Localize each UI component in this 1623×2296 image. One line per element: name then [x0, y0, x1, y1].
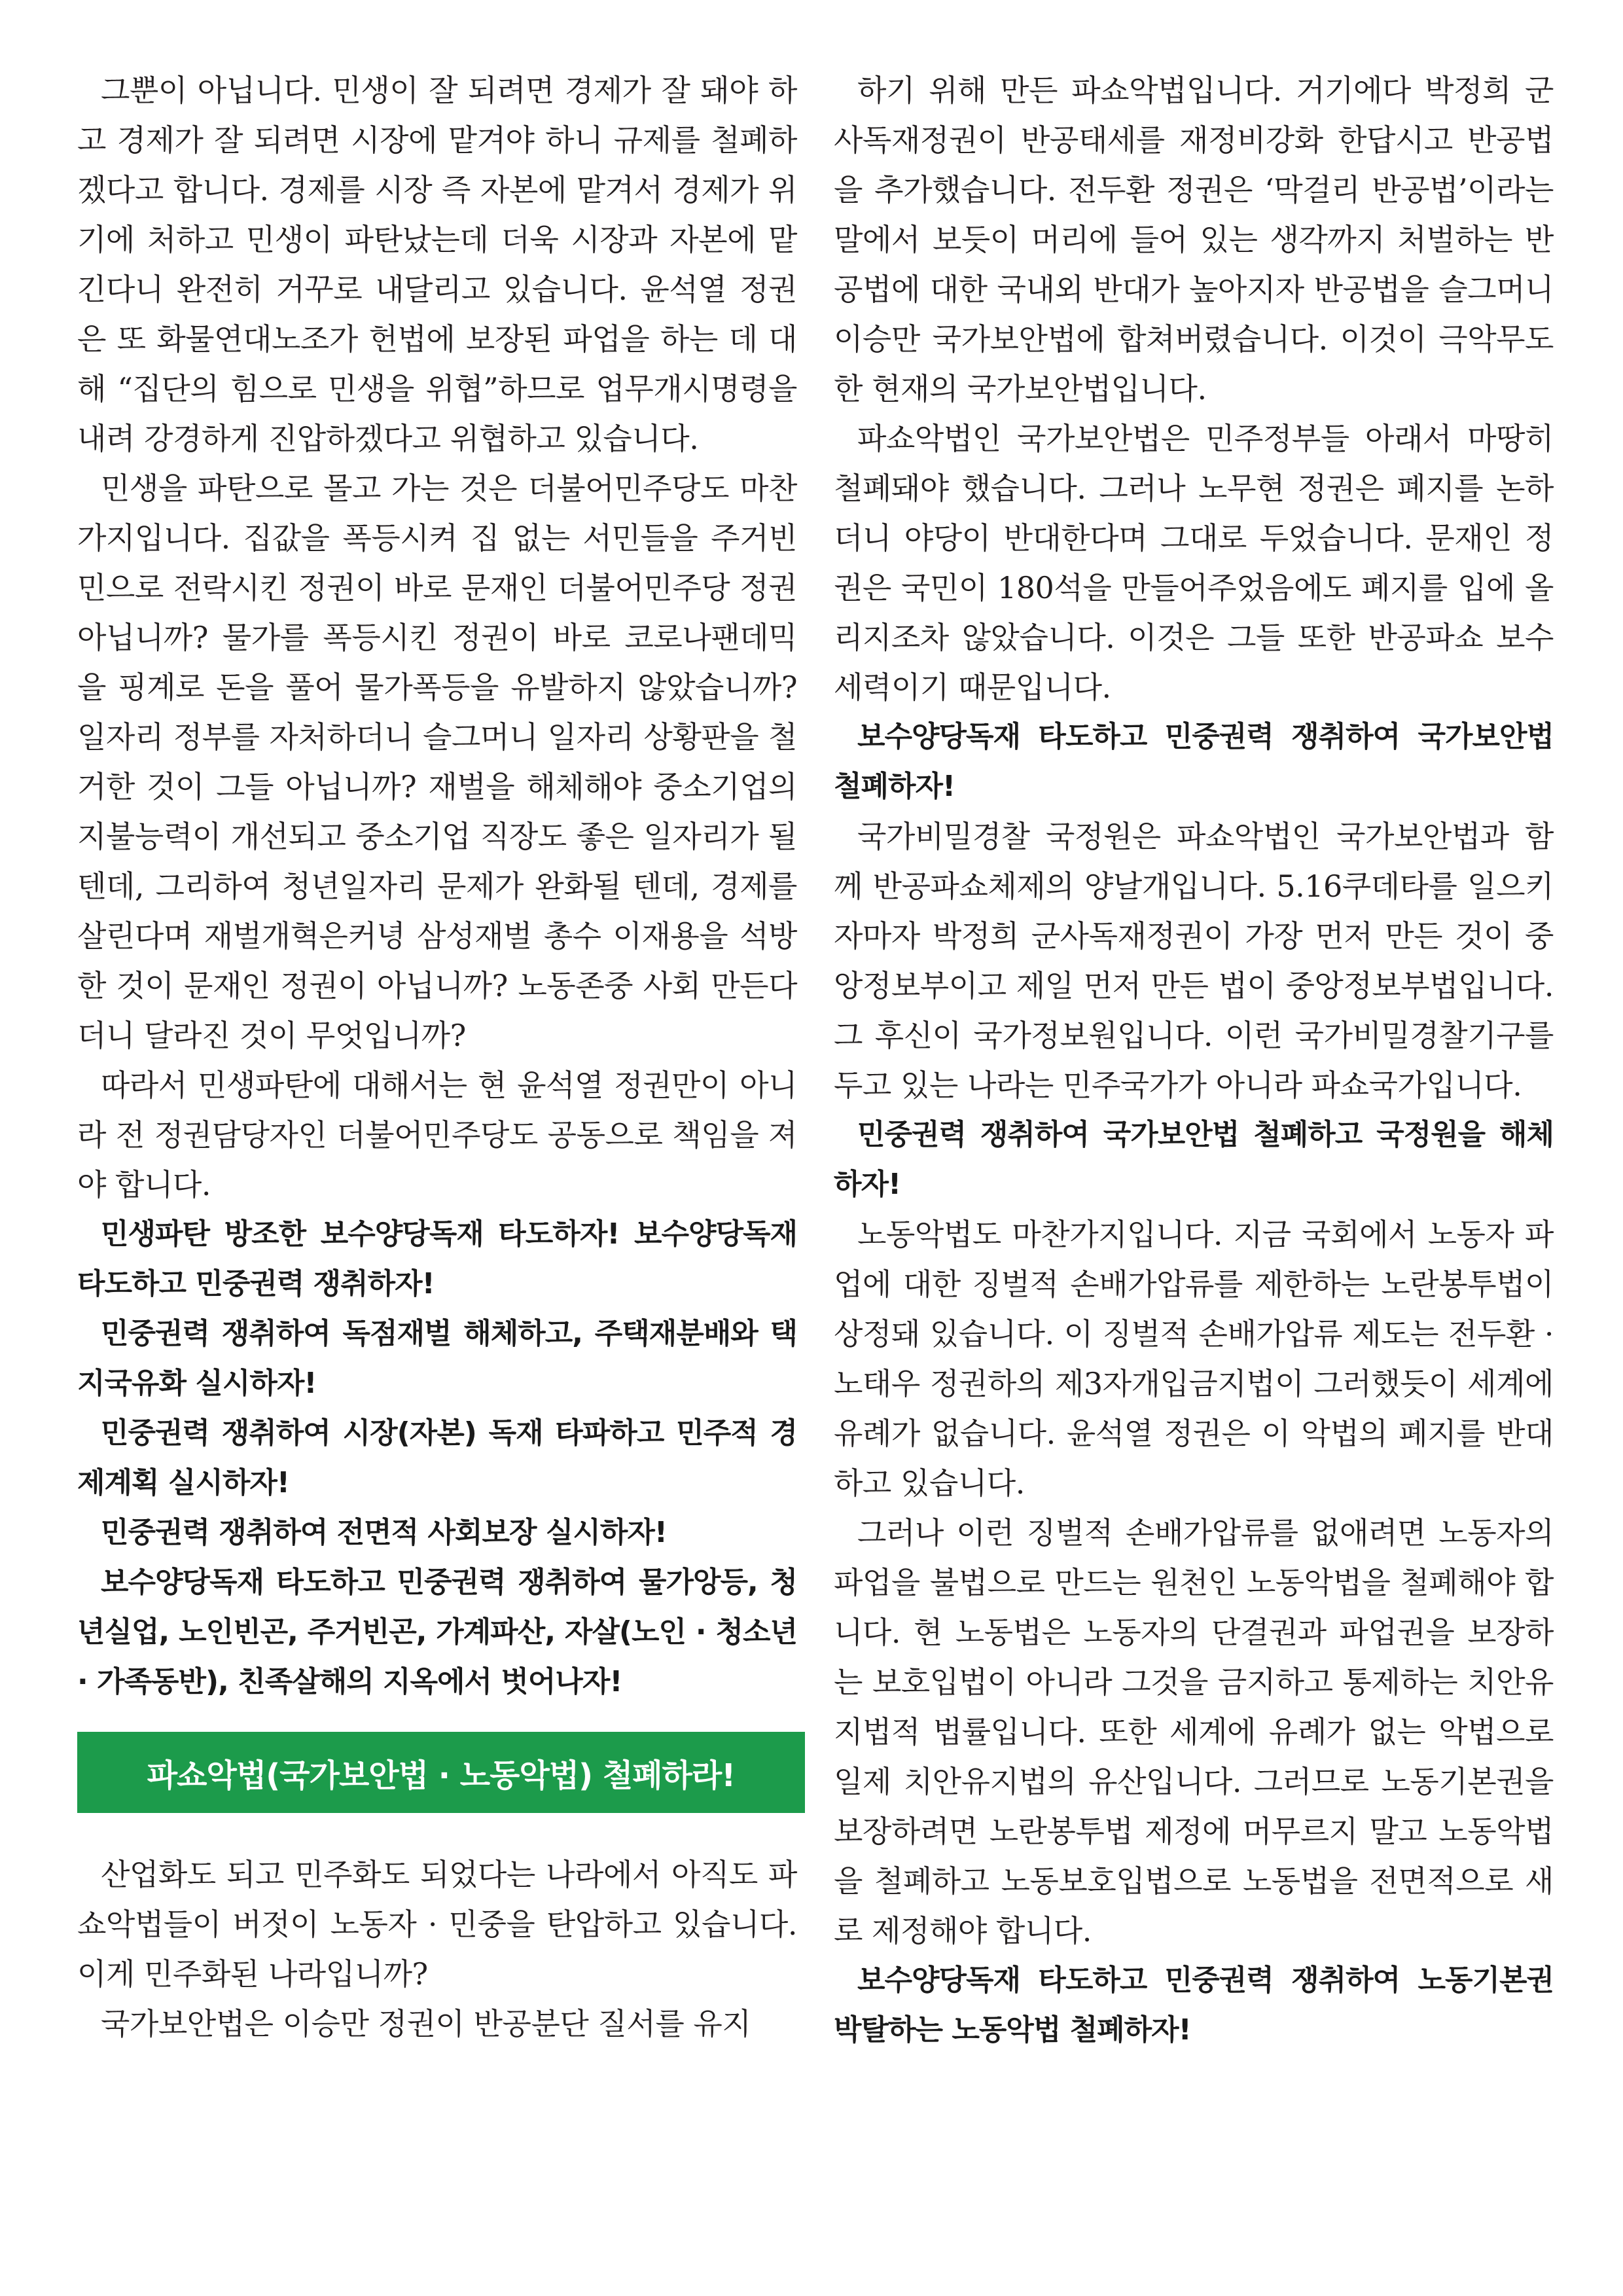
- slogan: 민중권력 쟁취하여 시장(자본) 독재 타파하고 민주적 경제계획 실시하자!: [77, 1416, 797, 1499]
- paragraph: 국가보안법은 이승만 정권이 반공분단 질서를 유지: [101, 2006, 751, 2041]
- paragraph: 따라서 민생파탄에 대해서는 현 윤석열 정권만이 아니라 전 정권담당자인 더불어민주당도 공동으로 책임을 져야 합니다.: [77, 1067, 797, 1202]
- slogan: 민중권력 쟁취하여 국가보안법 철폐하고 국정원을 해체하자!: [834, 1118, 1554, 1201]
- slogan: 보수양당독재 타도하고 민중권력 쟁취하여 국가보안법 철폐하자!: [834, 720, 1554, 803]
- right-column: [834, 65, 1554, 2055]
- slogan: 민중권력 쟁취하여 전면적 사회보장 실시하자!: [101, 1516, 667, 1549]
- paragraph: 국가비밀경찰 국정원은 파쇼악법인 국가보안법과 함께 반공파쇼체제의 양날개입니다. 5.16쿠데타를 일으키자마자 박정희 군사독재정권이 가장 먼저 만든 것이 중앙정보부이고 제일 먼저 만든 법이 중앙정보부법입니다. 그 후신이 국가정보원입니다. 이런 국가비밀경찰기구를 두고 있는 나라는 민주국가가 아니라 파쇼국가입니다.: [834, 819, 1554, 1103]
- slogan: 보수양당독재 타도하고 민중권력 쟁취하여 노동기본권 박탈하는 노동악법 철폐하자!: [834, 1964, 1554, 2047]
- paragraph: 민생을 파탄으로 몰고 가는 것은 더불어민주당도 마찬가지입니다. 집값을 폭등시켜 집 없는 서민들을 주거빈민으로 전락시킨 정권이 바로 문재인 더불어민주당 정권 아닙니까? 물가를 폭등시킨 정권이 바로 코로나팬데믹을 핑계로 돈을 풀어 물가폭등을 유발하지 않았습니까? 일자리 정부를 자처하더니 슬그머니 일자리 상황판을 철거한 것이 그들 아닙니까? 재벌을 해체해야 중소기업의 지불능력이 개선되고 중소기업 직장도 좋은 일자리가 될 텐데, 그리하여 청년일자리 문제가 완화될 텐데, 경제를 살린다며 재벌개혁은커녕 삼성재벌 총수 이재용을 석방한 것이 문재인 정권이 아닙니까? 노동존중 사회 만든다더니 달라진 것이 무엇입니까?: [77, 471, 797, 1053]
- slogan: 민중권력 쟁취하여 독점재벌 해체하고, 주택재분배와 택지국유화 실시하자!: [77, 1317, 797, 1400]
- paragraph: 노동악법도 마찬가지입니다. 지금 국회에서 노동자 파업에 대한 징벌적 손배가압류를 제한하는 노란봉투법이 상정돼 있습니다. 이 징벌적 손배가압류 제도는 전두환 · 노태우 정권하의 제3자개입금지법이 그러했듯이 세계에 유례가 없습니다. 윤석열 정권은 이 악법의 폐지를 반대하고 있습니다.: [834, 1217, 1554, 1501]
- section-heading-banner: 파쇼악법(국가보안법 · 노동악법) 철폐하라!: [77, 1732, 805, 1813]
- slogan: 민생파탄 방조한 보수양당독재 타도하자! 보수양당독재 타도하고 민중권력 쟁취하자!: [77, 1217, 797, 1300]
- paragraph: 파쇼악법인 국가보안법은 민주정부들 아래서 마땅히 철폐돼야 했습니다. 그러나 노무현 정권은 폐지를 논하더니 야당이 반대한다며 그대로 두었습니다. 문재인 정권은 국민이 180석을 만들어주었음에도 폐지를 입에 올리지조차 않았습니다. 이것은 그들 또한 반공파쇼 보수세력이기 때문입니다.: [834, 421, 1554, 705]
- paragraph: 산업화도 되고 민주화도 되었다는 나라에서 아직도 파쇼악법들이 버젓이 노동자 · 민중을 탄압하고 있습니다. 이게 민주화된 나라입니까?: [77, 1857, 797, 1992]
- paragraph: 그러나 이런 징벌적 손배가압류를 없애려면 노동자의 파업을 불법으로 만드는 원천인 노동악법을 철폐해야 합니다. 현 노동법은 노동자의 단결권과 파업권을 보장하는 보호입법이 아니라 그것을 금지하고 통제하는 치안유지법적 법률입니다. 또한 세계에 유례가 없는 악법으로 일제 치안유지법의 유산입니다. 그러므로 노동기본권을 보장하려면 노란봉투법 제정에 머무르지 말고 노동악법을 철폐하고 노동보호입법으로 노동법을 전면적으로 새로 제정해야 합니다.: [834, 1515, 1554, 1948]
- slogan: 보수양당독재 타도하고 민중권력 쟁취하여 물가앙등, 청년실업, 노인빈곤, 주거빈곤, 가계파산, 자살(노인 · 청소년 · 가족동반), 친족살해의 지옥에서 벗어나자!: [77, 1566, 797, 1698]
- left-column: [77, 65, 797, 2049]
- paragraph: 그뿐이 아닙니다. 민생이 잘 되려면 경제가 잘 돼야 하고 경제가 잘 되려면 시장에 맡겨야 하니 규제를 철폐하겠다고 합니다. 경제를 시장 즉 자본에 맡겨서 경제가 위기에 처하고 민생이 파탄났는데 더욱 시장과 자본에 맡긴다니 완전히 거꾸로 내달리고 있습니다. 윤석열 정권은 또 화물연대노조가 헌법에 보장된 파업을 하는 데 대해 “집단의 힘으로 민생을 위협”하므로 업무개시명령을 내려 강경하게 진압하겠다고 위협하고 있습니다.: [77, 73, 797, 456]
- paragraph: 하기 위해 만든 파쇼악법입니다. 거기에다 박정희 군사독재정권이 반공태세를 재정비강화 한답시고 반공법을 추가했습니다. 전두환 정권은 ‘막걸리 반공법’이라는 말에서 보듯이 머리에 들어 있는 생각까지 처벌하는 반공법에 대한 국내외 반대가 높아지자 반공법을 슬그머니 이승만 국가보안법에 합쳐버렸습니다. 이것이 극악무도한 현재의 국가보안법입니다.: [834, 73, 1554, 406]
